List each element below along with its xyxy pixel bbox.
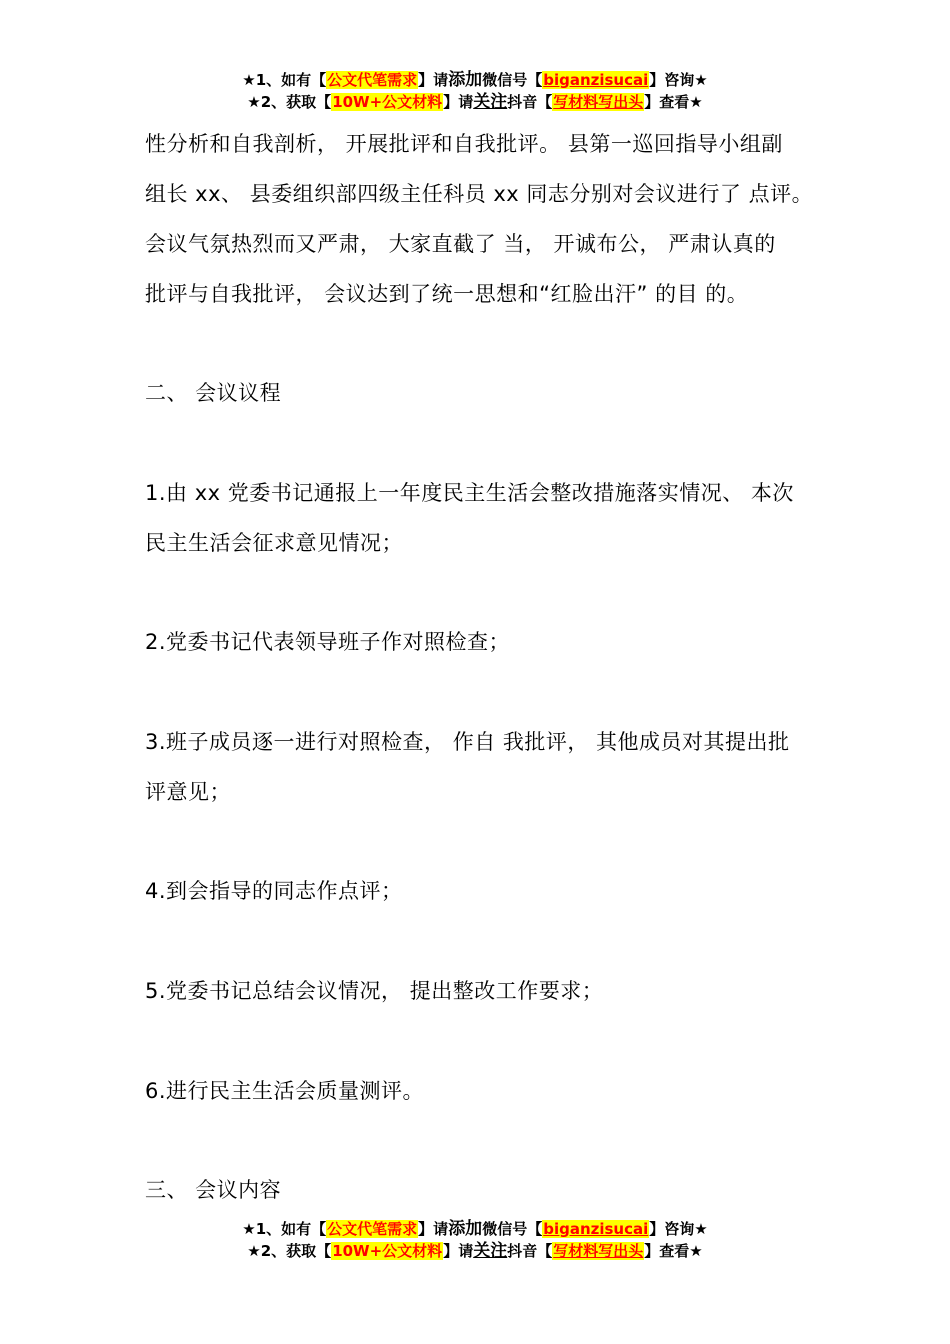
banner-text: 微信号【 (482, 71, 543, 89)
banner-text: 】请 (418, 71, 449, 89)
paragraph-line: 性分析和自我剖析， 开展批评和自我批评。 县第一巡回指导小组副 (145, 132, 783, 156)
banner-text: 】查看★ (644, 93, 703, 111)
agenda-line: 3.班子成员逐一进行对照检查， 作自 我批评， 其他成员对其提出批 (145, 730, 790, 754)
banner-text: 】请 (443, 93, 474, 111)
banner-highlight: 10W+公文材料 (332, 93, 443, 111)
banner-emphasis: 添加 (448, 1219, 483, 1239)
banner-line-2 (0, 1240, 950, 1262)
agenda-line: 2.党委书记代表领导班子作对照检查； (145, 630, 511, 654)
banner-line-1 (0, 69, 950, 91)
agenda-line: 4.到会指导的同志作点评； (145, 879, 403, 903)
banner-emphasis: 添加 (448, 70, 483, 90)
agenda-line: 1.由 xx 党委书记通报上一年度民主生活会整改措施落实情况、 本次 (145, 481, 794, 505)
banner-text: 抖音【 (507, 93, 553, 111)
banner-douyin-id: 写材料写出头 (553, 93, 644, 111)
banner-line-1 (0, 1218, 950, 1240)
banner-text: 】咨询★ (649, 71, 708, 89)
agenda-line: 评意见； (145, 780, 231, 804)
intro-paragraph (145, 119, 825, 319)
agenda-item-2 (145, 617, 825, 667)
agenda-item-6 (145, 1066, 825, 1116)
banner-text: 】查看★ (644, 1242, 703, 1260)
banner-text: ★1、如有【 (242, 1220, 327, 1238)
agenda-item-3 (145, 717, 825, 817)
agenda-item-4 (145, 866, 825, 916)
banner-highlight: 公文代笔需求 (327, 71, 418, 89)
section-heading (145, 1165, 825, 1215)
paragraph-line: 会议气氛热烈而又严肃， 大家直截了 当， 开诚布公， 严肃认真的 (145, 232, 776, 256)
banner-text: ★1、如有【 (242, 71, 327, 89)
footer-banner (0, 1218, 950, 1262)
banner-text: 微信号【 (482, 1220, 543, 1238)
paragraph-line: 批评与自我批评， 会议达到了统一思想和“红脸出汗” 的目 的。 (145, 282, 749, 306)
section-heading (145, 368, 825, 418)
agenda-line: 6.进行民主生活会质量测评。 (145, 1079, 425, 1103)
agenda-item-5 (145, 966, 825, 1016)
banner-wechat-id: biganzisucai (543, 1220, 649, 1238)
banner-text: ★2、获取【 (247, 93, 332, 111)
banner-douyin-id: 写材料写出头 (553, 1242, 644, 1260)
banner-text: 抖音【 (507, 1242, 553, 1260)
banner-text: 】请 (443, 1242, 474, 1260)
banner-emphasis: 关注 (473, 92, 508, 112)
banner-emphasis: 关注 (473, 1241, 508, 1261)
agenda-item-1 (145, 468, 825, 568)
banner-line-2 (0, 91, 950, 113)
banner-text: ★2、获取【 (247, 1242, 332, 1260)
banner-highlight: 10W+公文材料 (332, 1242, 443, 1260)
banner-text: 】请 (418, 1220, 449, 1238)
section-heading-text: 三、 会议内容 (145, 1178, 282, 1202)
banner-highlight: 公文代笔需求 (327, 1220, 418, 1238)
header-banner (0, 69, 950, 113)
banner-text: 】咨询★ (649, 1220, 708, 1238)
paragraph-line: 组长 xx、 县委组织部四级主任科员 xx 同志分别对会议进行了 点评。 (145, 182, 814, 206)
section-heading-text: 二、 会议议程 (145, 381, 282, 405)
agenda-line: 民主生活会征求意见情况； (145, 531, 403, 555)
agenda-line: 5.党委书记总结会议情况， 提出整改工作要求； (145, 979, 604, 1003)
banner-wechat-id: biganzisucai (543, 71, 649, 89)
